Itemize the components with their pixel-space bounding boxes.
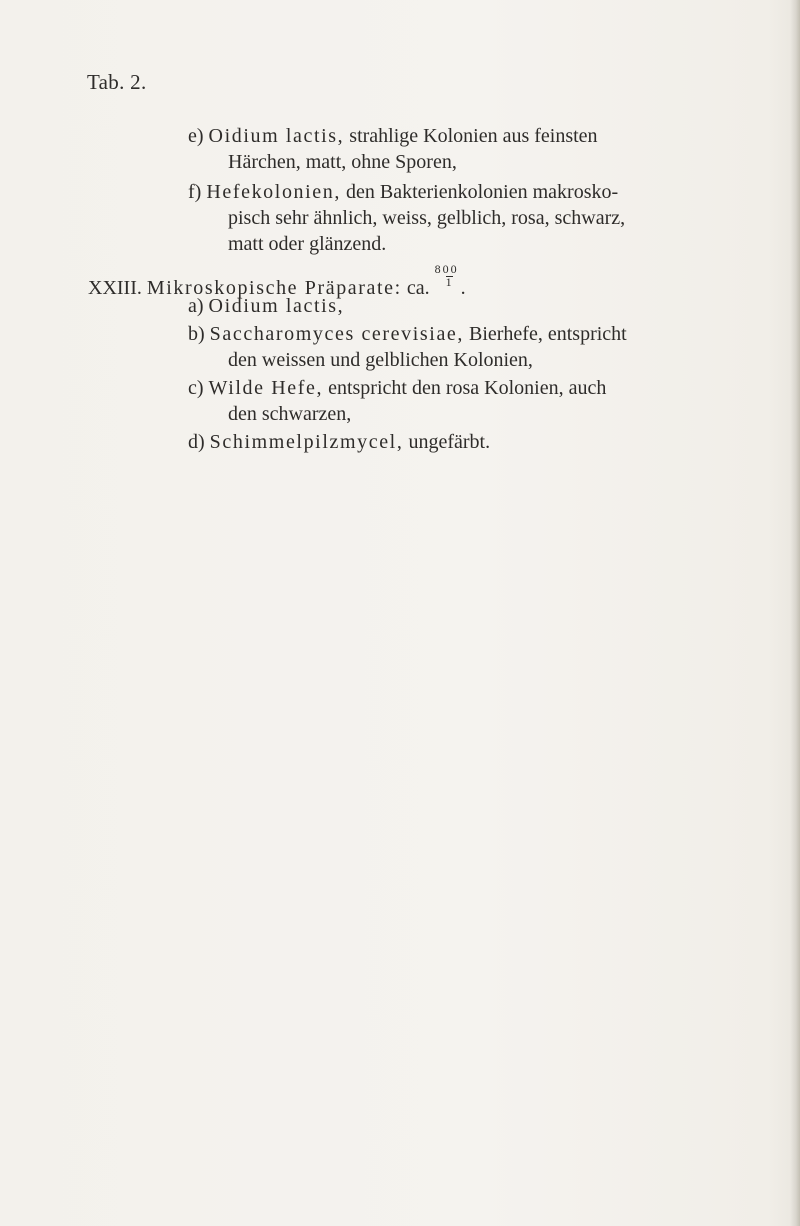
section-xxiii-ca: ca.	[406, 277, 430, 299]
item-a-term: Oidium lactis,	[208, 295, 345, 317]
item-e-text: strahlige Kolonien aus feinsten	[349, 125, 598, 147]
item-f-line-2: pisch sehr ähnlich, weiss, gelblich, rosa, schwarz,	[228, 207, 626, 229]
item-b-marker: b)	[188, 323, 205, 345]
section-xxiii-title: Mikroskopische Präparate:	[146, 277, 402, 299]
section-xxiii-period: .	[460, 277, 466, 299]
item-f-marker: f)	[188, 181, 202, 203]
item-f-line-1	[188, 180, 618, 204]
item-d-line-1	[188, 430, 490, 454]
fraction-numerator: 800	[434, 262, 459, 276]
table-header: Tab. 2.	[87, 70, 147, 94]
item-a-line-1	[188, 294, 344, 318]
item-f-line-3: matt oder glänzend.	[228, 233, 387, 255]
item-a-marker: a)	[188, 295, 204, 317]
section-xxiii-numeral: XXIII.	[88, 277, 142, 299]
magnification-fraction	[434, 262, 461, 289]
item-b-text: Bierhefe, entspricht	[469, 323, 627, 345]
item-c-line-2: den schwarzen,	[228, 403, 352, 425]
item-c-text: entspricht den rosa Kolonien, auch	[328, 377, 607, 399]
item-b-line-2: den weissen und gelblichen Kolonien,	[228, 349, 533, 371]
item-e-marker: e)	[188, 125, 204, 147]
item-e-term: Oidium lactis,	[208, 125, 345, 147]
item-d-term: Schimmelpilzmycel,	[209, 431, 404, 453]
item-e-line-2: Härchen, matt, ohne Sporen,	[228, 151, 457, 173]
item-f-term: Hefekolonien,	[206, 181, 341, 203]
item-c-line-1	[188, 376, 606, 400]
item-c-marker: c)	[188, 377, 204, 399]
item-e-line-1	[188, 124, 598, 148]
item-b-line-1	[188, 322, 627, 346]
page-edge-shadow	[790, 0, 800, 1226]
item-b-term: Saccharomyces cerevisiae,	[209, 323, 464, 345]
item-f-text: den Bakterienkolonien makrosko-	[345, 181, 619, 203]
item-d-text: ungefärbt.	[408, 431, 491, 453]
fraction-denominator: 1	[445, 275, 452, 289]
item-d-marker: d)	[188, 431, 205, 453]
item-c-term: Wilde Hefe,	[208, 377, 324, 399]
